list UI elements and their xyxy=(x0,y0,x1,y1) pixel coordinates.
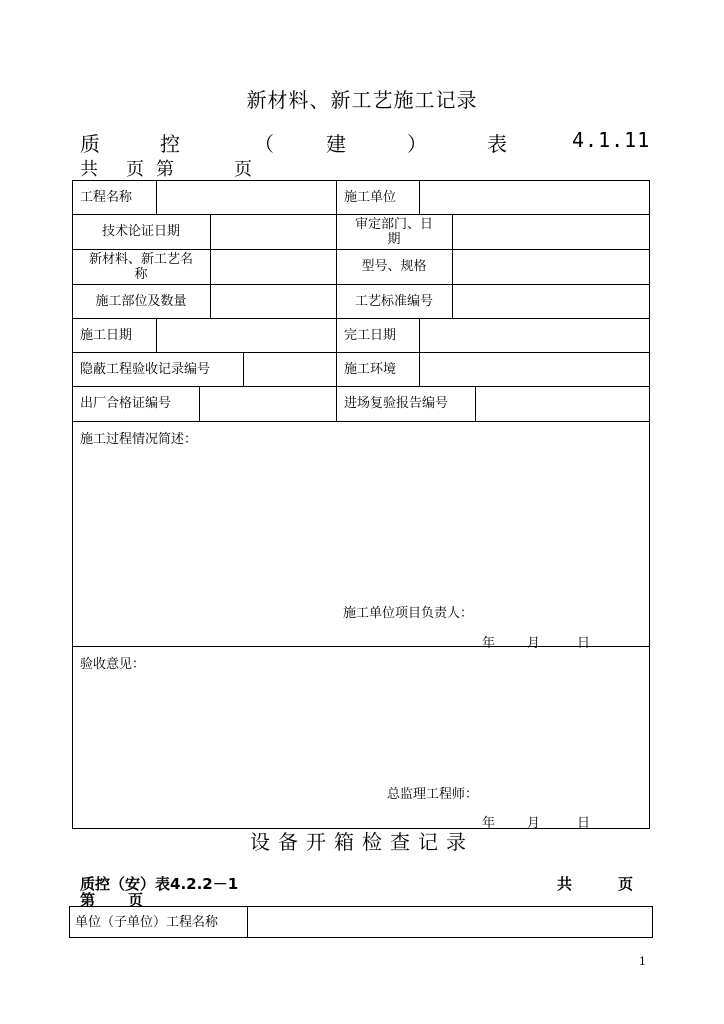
construction-unit-field[interactable] xyxy=(420,181,649,214)
model-spec-label: 型号、规格 xyxy=(361,259,427,274)
hidden-work-field[interactable] xyxy=(244,353,336,386)
certificate-field[interactable] xyxy=(200,387,336,421)
tech-date-label: 技术论证日期 xyxy=(101,224,180,239)
reinspection-label: 进场复验报告编号 xyxy=(344,396,449,411)
construction-unit-label: 施工单位 xyxy=(344,189,397,205)
form-title: 新材料、新工艺施工记录 xyxy=(246,88,478,112)
start-date-label: 施工日期 xyxy=(80,327,133,343)
material-name-field[interactable] xyxy=(211,250,336,284)
process-date-day: 日 xyxy=(577,636,591,651)
end-date-field[interactable] xyxy=(420,319,649,352)
form-code xyxy=(80,128,651,158)
form2-page-total: 共 xyxy=(557,875,573,893)
environment-label: 施工环境 xyxy=(344,361,397,377)
acceptance-area[interactable] xyxy=(73,671,649,776)
process-desc-area[interactable] xyxy=(73,446,649,596)
page-count-text: 页 xyxy=(234,159,252,180)
project-name-field[interactable] xyxy=(157,181,336,214)
certificate-label: 出厂合格证编号 xyxy=(80,396,172,411)
environment-field[interactable] xyxy=(420,353,649,386)
acceptance-date-day: 日 xyxy=(577,816,591,831)
project-name-label: 工程名称 xyxy=(80,189,133,205)
form2-page-current: 第 xyxy=(80,891,96,909)
form2-page-current-suffix: 页 xyxy=(128,891,144,909)
acceptance-signer-label: 总监理工程师： xyxy=(387,787,479,802)
material-name-label xyxy=(72,249,210,284)
material-name-label-line2: 称 xyxy=(134,266,148,282)
form-code-char: 表 xyxy=(487,132,507,156)
page-number: 1 xyxy=(639,955,646,968)
approval-dept-field[interactable] xyxy=(453,215,649,249)
material-name-label-line1: 新材料、新工艺名 xyxy=(88,251,193,267)
process-date-month: 月 xyxy=(527,636,541,651)
location-qty-field[interactable] xyxy=(211,285,336,318)
approval-dept-label-line2: 期 xyxy=(387,231,401,247)
process-std-field[interactable] xyxy=(453,285,649,318)
page-count-text: 第 xyxy=(156,159,174,180)
unit-name-field[interactable] xyxy=(248,907,652,937)
form-code-char: 控 xyxy=(160,132,180,156)
form2-title: 设备开箱检查记录 xyxy=(250,830,474,854)
form-code-char: 质 xyxy=(80,132,100,156)
form2-page-total-suffix: 页 xyxy=(618,875,634,893)
approval-dept-label xyxy=(336,214,452,249)
form-code-char: 建 xyxy=(326,132,346,156)
form2-code: 质控（安）表4.2.2－1 xyxy=(80,875,239,893)
page-count-text: 页 xyxy=(126,159,144,180)
approval-dept-label-line1: 审定部门、日 xyxy=(354,216,433,232)
process-desc-label: 施工过程情况简述： xyxy=(80,432,198,447)
acceptance-label: 验收意见： xyxy=(80,657,146,672)
acceptance-date-year: 年 xyxy=(482,816,496,831)
page-count-text: 共 xyxy=(80,159,98,180)
process-signer-label: 施工单位项目负责人： xyxy=(343,606,474,621)
process-date-year: 年 xyxy=(482,636,496,651)
tech-date-field[interactable] xyxy=(211,215,336,249)
form-code-char: ） xyxy=(407,132,427,156)
model-spec-field[interactable] xyxy=(453,250,649,284)
hidden-work-label: 隐蔽工程验收记录编号 xyxy=(80,361,211,377)
process-std-label: 工艺标准编号 xyxy=(354,293,433,309)
acceptance-date-month: 月 xyxy=(527,816,541,831)
location-qty-label: 施工部位及数量 xyxy=(95,293,187,309)
form-code-char: （ xyxy=(254,132,274,156)
unit-name-label: 单位（子单位）工程名称 xyxy=(75,914,219,930)
start-date-field[interactable] xyxy=(157,319,336,352)
reinspection-field[interactable] xyxy=(476,387,649,421)
end-date-label: 完工日期 xyxy=(344,327,397,343)
form-code-number: 4.1.11 xyxy=(572,128,651,152)
